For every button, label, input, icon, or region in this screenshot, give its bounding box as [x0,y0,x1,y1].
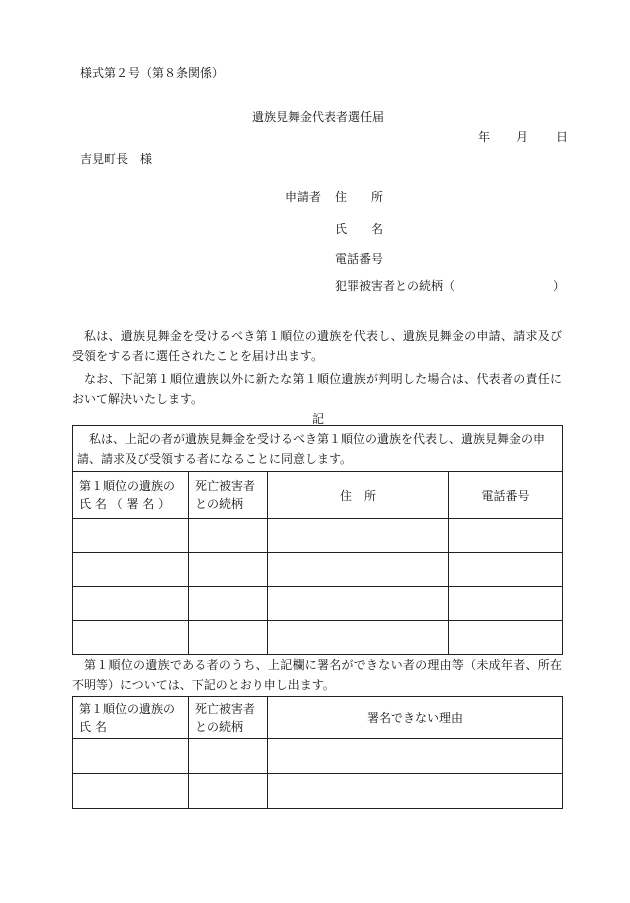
date-month-label: 月 [516,130,529,144]
phone-cell[interactable] [449,519,563,553]
date-day-label: 日 [556,130,569,144]
addressee: 吉見町長 様 [80,152,153,166]
address-cell[interactable] [268,587,449,621]
header-name-signature: 第１順位の遺族の氏 名 （ 署 名 ） [73,472,189,519]
table-row [73,621,563,655]
name-cell[interactable] [73,587,189,621]
header-name: 第１順位の遺族の氏 名 [73,697,189,739]
relation-cell[interactable] [189,739,268,774]
reason-cell[interactable] [268,739,563,774]
relation-close: ） [553,279,566,293]
address-cell[interactable] [268,621,449,655]
name-cell[interactable] [73,621,189,655]
declaration-paragraph: 私は、遺族見舞金を受けるべき第１順位の遺族を代表し、遺族見舞金の申請、請求及び受領をする者に選任されたことを届け出ます。 [72,329,562,363]
relation-cell[interactable] [189,587,268,621]
address-cell[interactable] [268,519,449,553]
name-label: 氏 名 [335,222,384,236]
table-row [73,587,563,621]
name-cell[interactable] [73,519,189,553]
form-number: 様式第２号（第８条関係） [80,66,225,80]
table-row [73,519,563,553]
reason-cell[interactable] [268,774,563,809]
consent-table [72,425,563,655]
table-row [73,739,563,774]
phone-label: 電話番号 [335,252,384,266]
relation-cell[interactable] [189,553,268,587]
header-phone: 電話番号 [449,472,563,519]
phone-cell[interactable] [449,621,563,655]
ki-label: 記 [312,412,325,426]
table-row [73,774,563,809]
header-relation: 死亡被害者との続柄 [189,472,268,519]
header-reason: 署名できない理由 [268,697,563,739]
header-relation: 死亡被害者との続柄 [189,697,268,739]
table-row [73,553,563,587]
relation-label: 犯罪被害者との続柄（ [335,279,456,293]
consent-statement: 私は、上記の者が遺族見舞金を受けるべき第１順位の遺族を代表し、遺族見舞金の申請、請求及び受領する者になることに同意します。 [73,426,563,472]
relation-cell[interactable] [189,774,268,809]
phone-cell[interactable] [449,553,563,587]
address-cell[interactable] [268,553,449,587]
address-label: 住 所 [335,190,384,204]
unable-to-sign-paragraph: 第１順位の遺族である者のうち、上記欄に署名ができない者の理由等（未成年者、所在不明等）については、下記のとおり申し出ます。 [72,658,562,692]
relation-cell[interactable] [189,621,268,655]
date-year-label: 年 [478,130,491,144]
header-address: 住 所 [268,472,449,519]
page-title: 遺族見舞金代表者選任届 [252,110,385,124]
phone-cell[interactable] [449,587,563,621]
name-cell[interactable] [73,739,189,774]
resolution-paragraph: なお、下記第１順位遺族以外に新たな第１順位遺族が判明した場合は、代表者の責任において解決いたします。 [72,372,562,406]
reason-table [72,696,563,809]
name-cell[interactable] [73,553,189,587]
applicant-label: 申請者 [285,190,322,204]
name-cell[interactable] [73,774,189,809]
relation-cell[interactable] [189,519,268,553]
